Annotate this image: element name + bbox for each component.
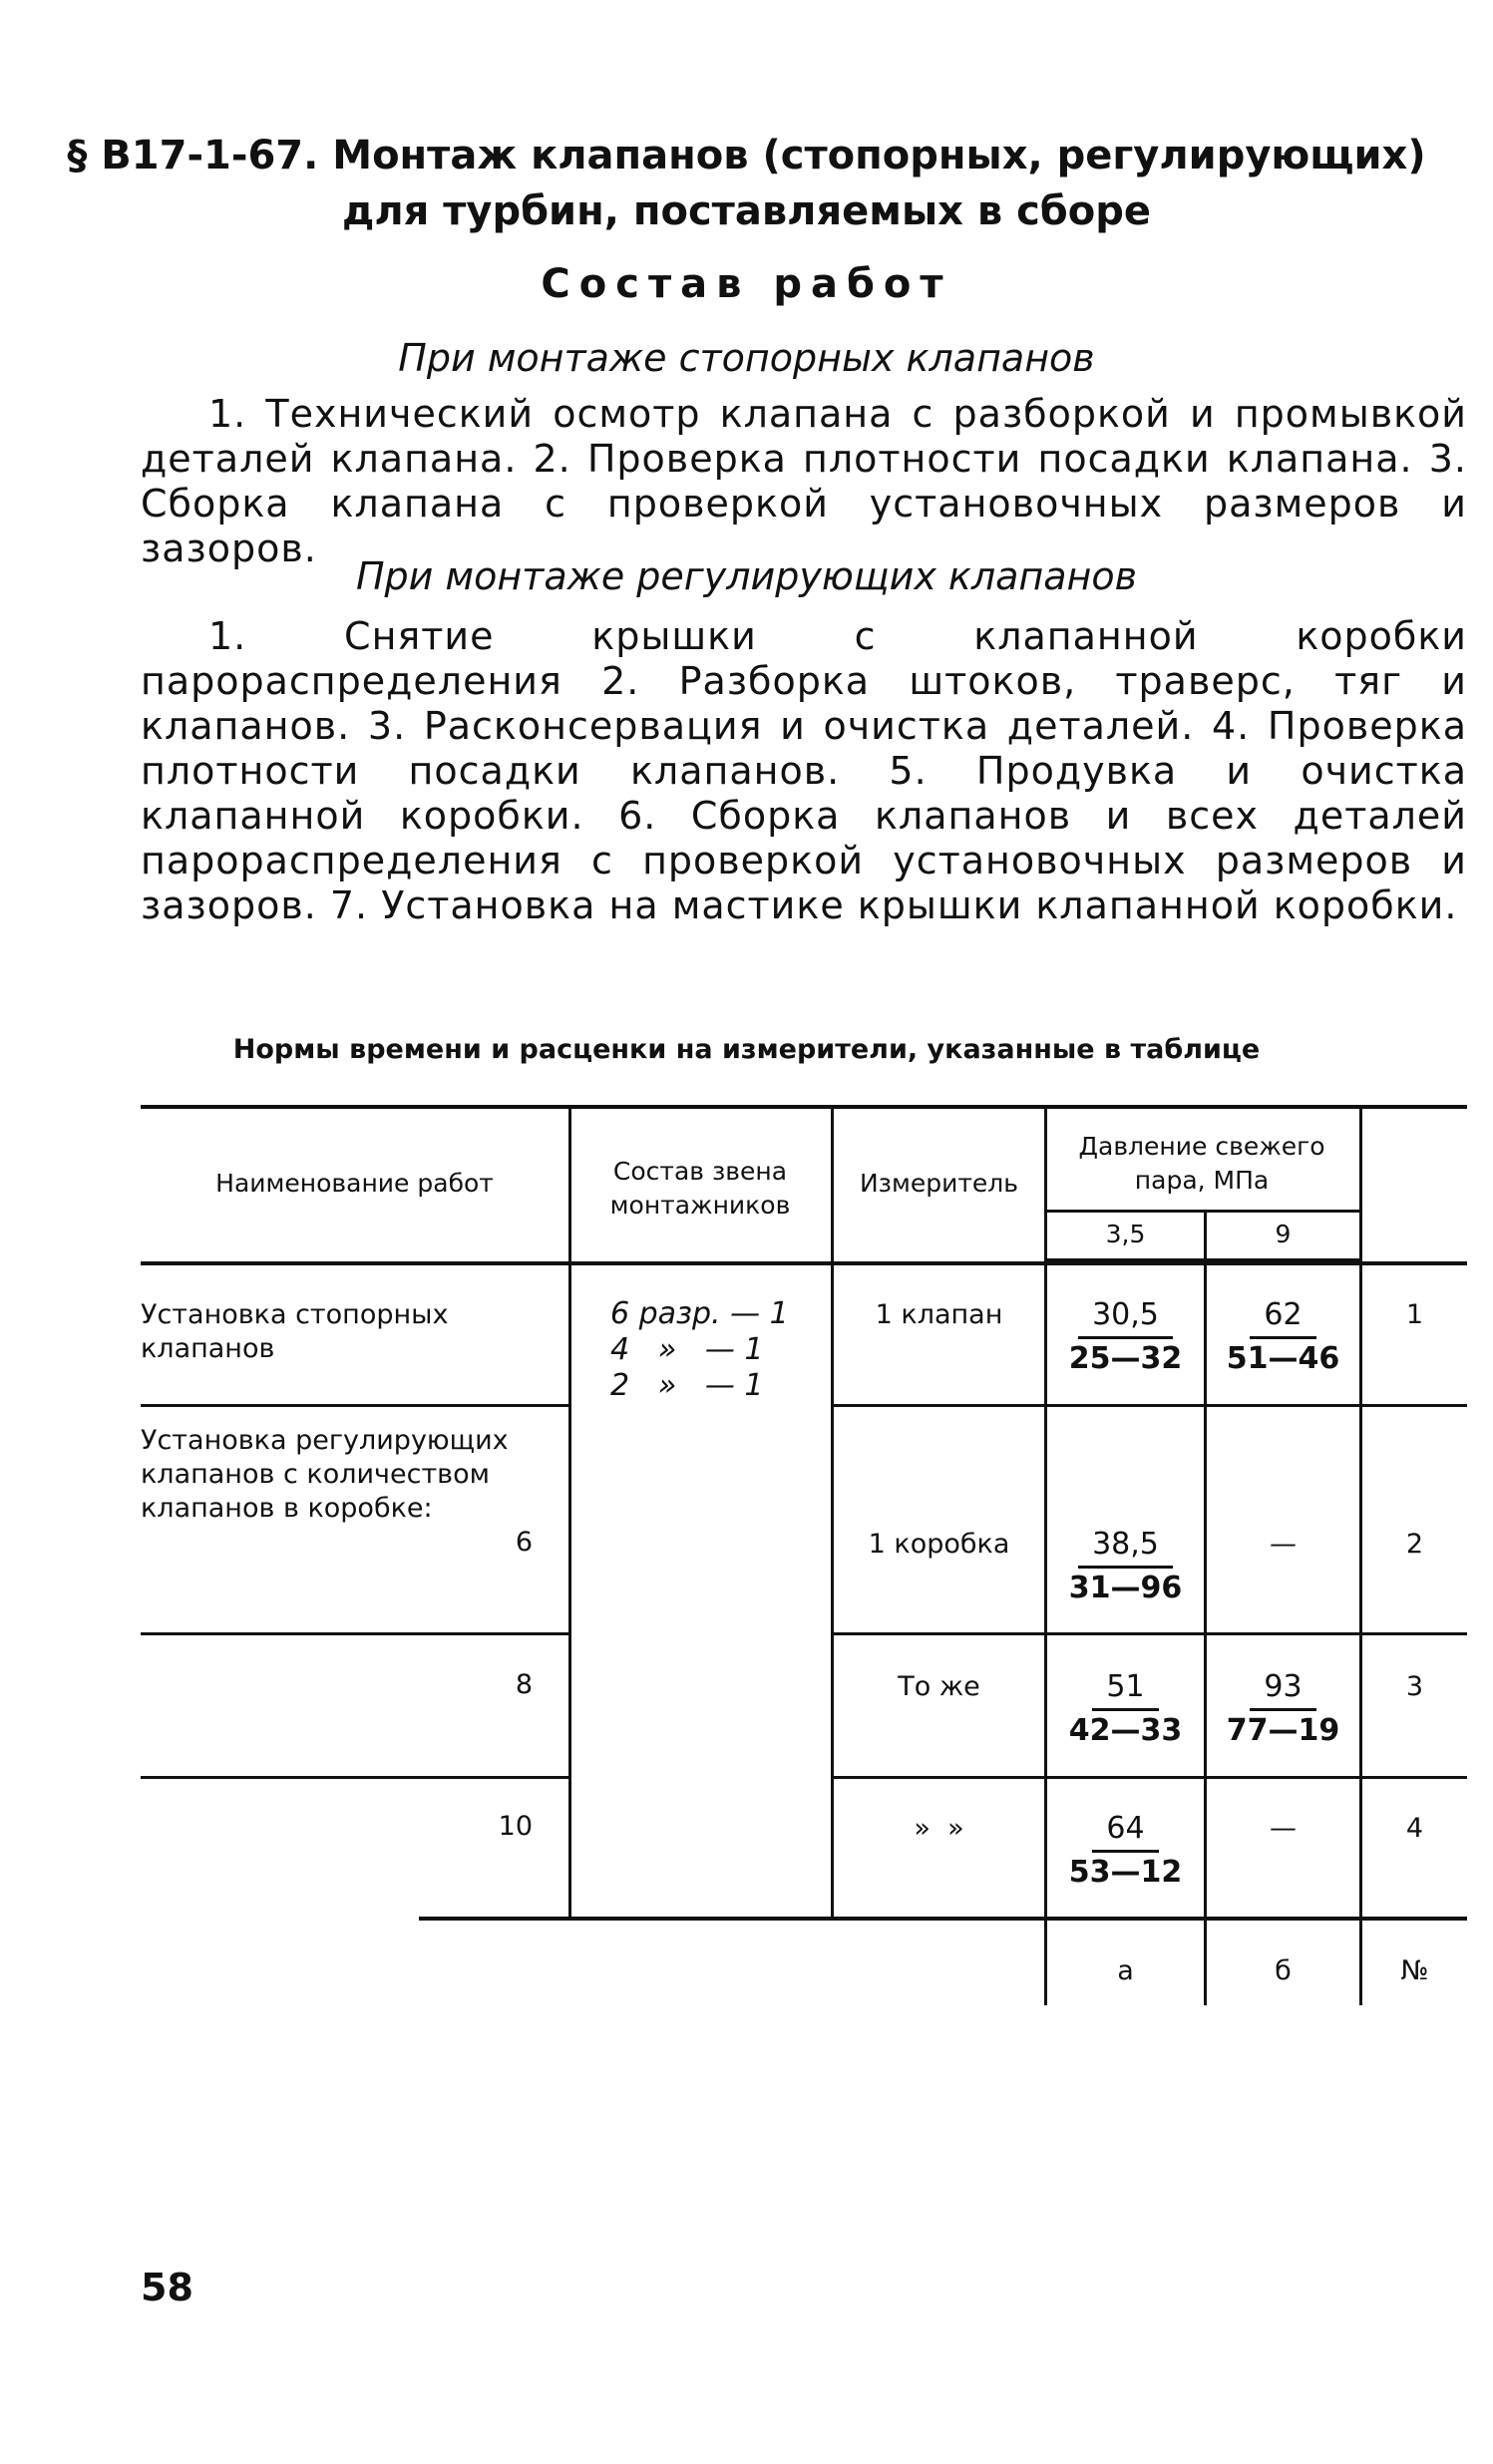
row3-bottom-rule	[141, 1776, 568, 1779]
footer-col-number: №	[1400, 1955, 1429, 1986]
col-divider-1	[568, 1105, 571, 1919]
section-title	[0, 128, 1493, 239]
row1-bottom-rule	[141, 1404, 568, 1407]
pressure-subheader-rule	[1044, 1210, 1359, 1213]
row1-a-rate: 25—32	[1068, 1341, 1183, 1376]
row3-unit: То же	[898, 1671, 980, 1702]
row4-a-norm: 64	[1092, 1810, 1158, 1853]
crew-composition	[610, 1296, 820, 1404]
stop-valves-text-body: 1. Технический осмотр клапана с разборкой и промывкой деталей клапана. 2. Проверка плотности посадки клапана. 3. Сборка клапана с проверкой установочных размеров и зазоров.	[141, 392, 1467, 570]
row1-work: Установка стопорных клапанов	[141, 1299, 449, 1364]
row4-qty: 10	[498, 1811, 533, 1842]
row2-work: Установка регулирующих клапанов с количеством клапанов в коробке:	[141, 1425, 509, 1524]
footer-col-b: б	[1275, 1955, 1292, 1986]
row2-value-b: —	[1270, 1529, 1297, 1560]
footer-col-a: а	[1117, 1955, 1134, 1986]
row3-b-rate: 77—19	[1226, 1713, 1340, 1748]
col-divider-2	[831, 1105, 834, 1919]
row1-a-norm: 30,5	[1078, 1296, 1173, 1339]
crew-line-2: 4 » — 1	[610, 1332, 764, 1367]
row2-number: 2	[1405, 1529, 1424, 1560]
row4-value-b: —	[1270, 1813, 1297, 1844]
row2-a-norm: 38,5	[1078, 1526, 1173, 1569]
regulating-valves-heading: При монтаже регулирующих клапанов	[355, 554, 1138, 598]
crew-line-3: 2 » — 1	[610, 1368, 764, 1403]
row1-unit: 1 клапан	[875, 1299, 1003, 1330]
crew-line-1: 6 разр. — 1	[610, 1296, 789, 1331]
row1-number: 1	[1405, 1299, 1424, 1330]
stop-valves-heading: При монтаже стопорных клапанов	[398, 336, 1095, 380]
row2-a-rate: 31—96	[1068, 1571, 1183, 1605]
header-pressure: Давление свежего пара, МПа	[1078, 1132, 1325, 1195]
row2-value-a	[1047, 1526, 1204, 1608]
header-pressure-9: 9	[1275, 1220, 1292, 1248]
row1-bottom-rule-right	[833, 1404, 1467, 1407]
row4-number: 4	[1405, 1813, 1424, 1844]
row1-value-b	[1207, 1296, 1359, 1379]
row3-bottom-rule-right	[833, 1776, 1467, 1779]
row4-unit: » »	[914, 1813, 964, 1844]
row2-qty: 6	[515, 1527, 533, 1558]
row4-a-rate: 53—12	[1068, 1855, 1183, 1890]
regulating-valves-text	[141, 614, 1467, 928]
title-line-2: для турбин, поставляемых в сборе	[342, 188, 1151, 234]
row3-a-rate: 42—33	[1068, 1713, 1183, 1748]
row1-b-rate: 51—46	[1226, 1341, 1340, 1376]
row2-bottom-rule	[141, 1632, 568, 1635]
row3-number: 3	[1405, 1671, 1424, 1702]
stop-valves-text	[141, 392, 1467, 571]
table-top-rule	[141, 1105, 1467, 1109]
row2-bottom-rule-right	[833, 1632, 1467, 1635]
table-caption: Нормы времени и расценки на измерители, указанные в таблице	[232, 1034, 1261, 1065]
row4-value-a	[1047, 1810, 1204, 1893]
header-bottom-rule	[141, 1261, 1467, 1265]
composition-heading: Состав работ	[541, 261, 952, 307]
page-number: 58	[141, 2266, 193, 2309]
header-pressure-3-5: 3,5	[1105, 1220, 1146, 1248]
header-crew: Состав звена монтажников	[609, 1157, 791, 1220]
row1-b-norm: 62	[1250, 1296, 1315, 1339]
title-line-1: § В17-1-67. Монтаж клапанов (стопорных, регулирующих)	[67, 133, 1426, 178]
row3-a-norm: 51	[1092, 1668, 1158, 1711]
row3-qty: 8	[515, 1669, 533, 1700]
regulating-valves-text-body: 1. Снятие крышки с клапанной коробки парораспределения 2. Разборка штоков, траверс, тяг и клапанов. 3. Расконсервация и очистка деталей. 4. Проверка плотности посадки клапанов. 5. Продувка и очистка клапанной коробки. 6. Сборка клапанов и всех деталей парораспределения с проверкой установочных размеров и зазоров. 7. Установка на мастике крышки клапанной коробки.	[141, 614, 1467, 927]
subheader-bottom-rule	[1044, 1258, 1359, 1261]
table-bottom-rule	[419, 1917, 1467, 1921]
row2-unit: 1 коробка	[868, 1529, 1010, 1560]
row1-value-a	[1047, 1296, 1204, 1379]
row3-b-norm: 93	[1250, 1668, 1315, 1711]
header-work: Наименование работ	[215, 1169, 494, 1198]
header-unit: Измеритель	[859, 1169, 1018, 1198]
row3-value-b	[1207, 1668, 1359, 1751]
row3-value-a	[1047, 1668, 1204, 1751]
